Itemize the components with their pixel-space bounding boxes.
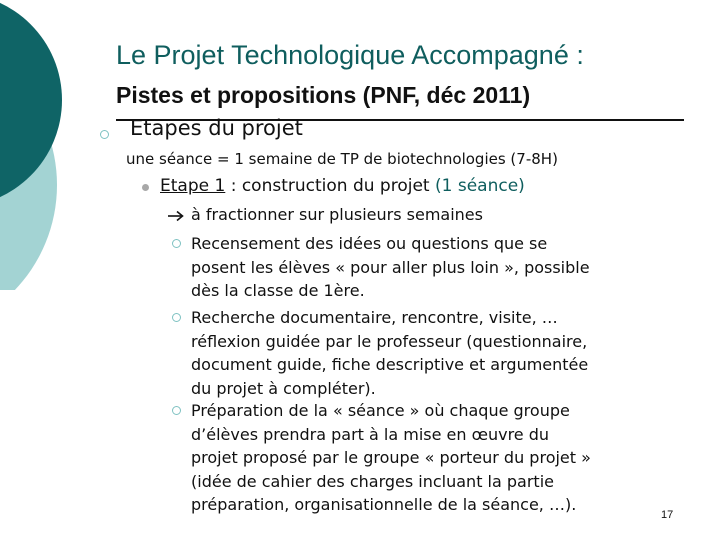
list-item-line: Recensement des idées ou questions que se (191, 234, 548, 253)
slide-title: Le Projet Technologique Accompagné : (116, 40, 584, 70)
list-item-line: posent les élèves « pour aller plus loin », possible (191, 257, 590, 277)
right-arrow-icon (167, 210, 185, 222)
list-item-3 (191, 399, 591, 517)
list-item-line: document guide, fiche descriptive et argumentée (191, 355, 589, 374)
circle-bullet-icon (172, 239, 181, 248)
list-item-line: (idée de cahier des charges incluant la partie (191, 471, 554, 491)
decorative-circles (0, 0, 80, 290)
step-description: : construction du projet (225, 176, 435, 196)
session-note: une séance = 1 semaine de TP de biotechnologies (7-8H) (126, 150, 558, 168)
list-item-line: projet proposé par le groupe « porteur du projet » (191, 448, 591, 467)
list-item-line: dès la classe de 1ère. (191, 281, 365, 300)
slide-subtitle: Pistes et propositions (PNF, déc 2011) (116, 82, 531, 108)
arrow-line (167, 205, 483, 224)
step-line (160, 176, 525, 196)
arrow-text: à fractionner sur plusieurs semaines (191, 205, 483, 224)
list-item-2 (191, 306, 588, 400)
step-label: Etape 1 (160, 176, 226, 196)
list-item-line: préparation, organisationnelle de la séance, …). (191, 495, 577, 514)
list-item-line: réflexion guidée par le professeur (questionnaire, (191, 331, 588, 351)
page-number: 17 (661, 509, 674, 521)
circle-bullet-icon (172, 313, 181, 322)
list-item-line: du projet à compléter). (191, 378, 376, 398)
circle-bullet-icon (172, 406, 181, 415)
list-item-line: Recherche documentaire, rencontre, visite, … (191, 308, 558, 327)
section-heading: Etapes du projet (130, 116, 303, 140)
circle-bullet-icon (100, 130, 109, 139)
list-item-1 (191, 232, 590, 303)
step-duration: (1 séance) (434, 176, 525, 196)
list-item-line: d’élèves prendra part à la mise en œuvre du (191, 424, 550, 444)
dot-bullet-icon (142, 184, 149, 191)
list-item-line: Préparation de la « séance » où chaque groupe (191, 401, 570, 420)
